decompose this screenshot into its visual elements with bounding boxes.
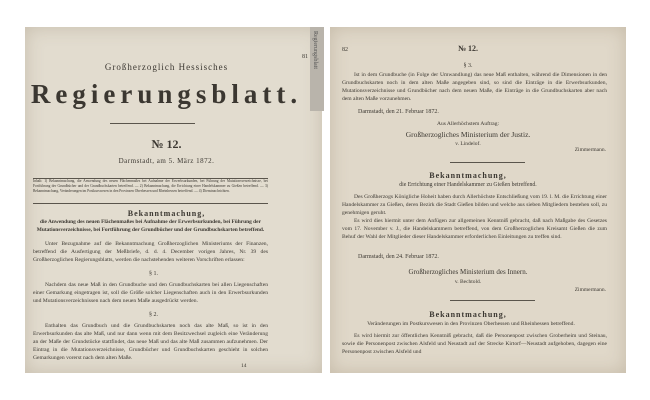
issue-number: № 12. [457,44,479,53]
ministry: Großherzogliches Ministerium des Innern. [408,268,528,276]
divider [450,162,525,163]
notice-heading: Bekanntmachung, [429,171,507,180]
notice-text: Es wird hiermit zur öffentlichen Kenntniß gebracht, daß die Personenpost zwischen Groberheim und Steinau, sowie die Personenpost zwischen Alsfeld und Neustadt auf der Strecke Kirtorf—Neustadt aufgehoben, dagegen eine Personenpost zwischen Alsfeld und [342,333,607,355]
order-line: Aus Allerhöchstem Auftrag: [436,121,500,127]
notice-subtitle: die Anwendung des neuen Flächenmaßes bei Aufnahme der Erwerbsurkunden, bei Führung der Mutationsverzeichnisse, bei Fortführung der Grundbücher und der Grundbuchskarten betreffend. [36,219,265,233]
title: Regierungsblatt. [30,79,303,109]
intro-text: Unter Bezugnahme auf die Bekanntmachung Großherzoglichen Ministeriums der Finanzen, betreffend die Ausfertigung der Meßbriefe, d. d. 4. December vorigen Jahres, Nr. 39 des Großherzoglichen Regierungsblatts, werden die nachstehenden weiteren Vorschriften erlassen: [33,241,268,263]
index-tab: Regierungsblatt [310,27,324,111]
notice-text: Es wird dies hiermit unter dem Anfügen zur allgemeinen Kenntniß gebracht, daß nach Maßgabe des Gesetzes vom 17. November v. J., die Handelskammern betreffend, von dem Großherzoglichen Kreisamt Gießen die zum Behuf der Wahl der Mitglieder dieser Handelskammer erforderlichen Einleitungen zu treffen sind. [342,218,607,240]
dateline: Darmstadt, den 21. Februar 1872. [358,109,439,115]
divider [33,203,268,204]
ministry: Großherzogliches Ministerium der Justiz. [405,130,531,139]
page-number: 82 [342,47,348,53]
contents: Inhalt: 1) Bekanntmachung, die Anwendung des neuen Flächenmaßes bei Aufnahme der Erwerbsurkunden, bei Führung der Mutationsverzeichnisse, bei Fortführung der Grundbücher und der Grundbuchskarten betreffend. — 2) Bekanntmachung, die Errichtung einer Handelskammer zu Gießen betreffend. — 3) Bekanntmachung, Veränderungen im Postkurswesen in den Provinzen Oberhessen und Rheinhessen betreffend. — 4) Dienstnachrichten. [33,179,268,194]
section-text: Nachdem das neue Maß in den Grundbuche und den Grundbuchskarten bei allen Liegenschaften einer Gemarkung eingetragen ist, soll die Größe solcher Liegenschaften auch in den Erwerbsurkunden und Mutationsverzeichnissen nach dem neuen Maße ausgedrückt werden. [33,282,268,304]
notice-subtitle: Veränderungen im Postkurswesen in den Provinzen Oberhessen und Rheinhessen betreffend. [367,321,575,327]
page-number: 81 [302,54,308,60]
left-page [25,27,322,373]
issue-number: № 12. [151,137,182,151]
signer: v. Bechtold. [454,279,482,285]
clerk: Zimmermann. [574,287,606,293]
right-page [330,27,626,373]
notice-subtitle: die Errichtung einer Handelskammer zu Gießen betreffend. [399,182,537,188]
notice-heading: Bekanntmachung, [429,310,507,319]
section-text: Enthalten das Grundbuch und die Grundbuchskarten noch das alte Maß, so ist in den Erwerbsurkunden das alte Maß, und nur dann wenn mit dem Besitzwechsel zugleich eine Veränderung an der Maße der Grundstücke stattfindet, das neue Maß und das alte Maß zusammen aufzunehmen. Der Eintrag in die Mutationsverzeichnisse, Grundbücher und Grundbuchskarten geschieht in solchen Gemarkungen vorerst nach dem alten Maße. [33,323,268,361]
signature-mark: 14 [241,363,247,369]
header-top: Großherzoglich Hessisches [104,62,229,72]
dateline: Darmstadt, am 5. März 1872. [118,157,215,165]
notice-heading: Bekanntmachung, [127,209,206,218]
dateline: Darmstadt, den 24. Februar 1872. [358,254,439,260]
divider [450,300,535,301]
notice-text: Des Großherzogs Königliche Hoheit haben durch Allerhöchste Entschließung vom 19. l. M. die Errichtung einer Handelskammer zu Gießen, deren Bezirk die Stadt Gießen bilden und welche aus sieben Mitgliedern bestehen soll, zu genehmigen geruht. [342,194,607,216]
section-heading: § 1. [149,271,158,277]
section-heading: § 3. [463,63,473,69]
section-heading: § 2. [149,312,158,318]
section-text: Ist in dem Grundbuche (in Folge der Umwandlung) das neue Maß enthalten, während die Dimensionen in den Grundbuchskarten noch in dem alten Maße angegeben sind, so sind die Einträge in die Erwerbsurkunden, Mutationsverzeichnisse und Grundbücher nach dem neuen Maße, die Einträge in die Grundbuchskarten aber nach dem alten Maße vorzunehmen. [342,72,607,102]
signer: v. Lindelof. [455,141,481,147]
clerk: Zimmermann. [574,147,606,153]
divider [110,123,195,124]
